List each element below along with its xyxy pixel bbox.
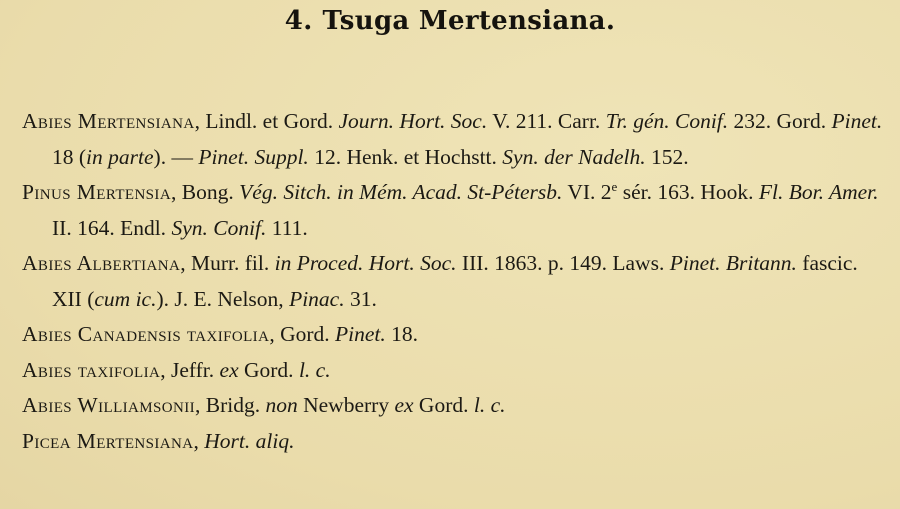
citation-text: , Murr. fil. — [180, 251, 275, 275]
citation-italic: Pinac. — [289, 286, 345, 311]
citation-text: , Lindl. et Gord. — [194, 109, 339, 133]
synonym-name: Abies Williamsonii — [22, 393, 195, 417]
citation-text: , Gord. — [269, 322, 336, 346]
citation-text: fascic. XII ( — [52, 251, 858, 311]
citation-italic: in parte — [86, 144, 154, 169]
synonym-name: Abies Albertiana — [22, 251, 181, 275]
citation-italic: Pinet. Suppl. — [198, 144, 309, 169]
citation-text: , Bridg. — [195, 393, 266, 417]
synonym-entry — [0, 424, 900, 460]
citation-text: 18 ( — [52, 144, 87, 169]
citation-italic: Pinet. Britann. — [669, 251, 797, 275]
citation-text: III. 1863. p. 149. Laws. — [456, 251, 670, 275]
citation-italic: in Proced. Hort. Soc. — [274, 251, 457, 275]
citation-text: ). J. E. Nelson, — [156, 286, 290, 311]
citation-text: 152. — [645, 144, 689, 169]
citation-italic: Pinet. — [831, 109, 883, 133]
citation-text: 12. Henk. et Hochstt. — [308, 144, 503, 169]
synonym-name: Picea Mertensiana — [22, 428, 194, 453]
synonym-name: Pinus Mertensia — [22, 180, 172, 204]
title-period: . — [605, 6, 616, 36]
citation-italic: Syn. Conif. — [171, 215, 267, 240]
citation-text: 31. — [344, 286, 377, 311]
section-title — [0, 6, 900, 36]
citation-italic: Pinet. — [335, 322, 386, 346]
citation-text: Gord. — [238, 357, 299, 382]
synonym-name: Abies taxifolia — [22, 357, 161, 382]
citation-text: 111. — [266, 215, 308, 240]
citation-text: , — [193, 428, 205, 453]
citation-text: Newberry — [297, 393, 395, 417]
citation-italic: Journ. Hort. Soc. — [338, 109, 488, 133]
species-name: Tsuga Mertensiana — [322, 6, 606, 36]
synonym-name: Abies Canadensis taxifolia — [22, 322, 270, 346]
citation-text: Gord. — [413, 393, 474, 417]
citation-text: e — [611, 178, 618, 194]
citation-italic: ex — [394, 393, 414, 417]
citation-italic: Hort. aliq. — [204, 428, 295, 453]
citation-italic: Fl. Bor. Amer. — [758, 180, 879, 204]
synonym-entry — [0, 388, 900, 424]
synonym-entry — [0, 104, 900, 175]
citation-italic: Vég. Sitch. in Mém. Acad. St-Pétersb. — [239, 180, 563, 204]
citation-text: , Bong. — [171, 180, 240, 204]
citation-text: 232. Gord. — [728, 109, 832, 133]
synonymy-list — [0, 104, 900, 459]
citation-italic: l. c. — [298, 357, 331, 382]
synonym-entry — [0, 353, 900, 389]
section-number: 4. — [284, 6, 313, 36]
synonym-name: Abies Mertensiana — [22, 109, 195, 133]
citation-text: ). — — [153, 144, 199, 169]
citation-text: II. 164. Endl. — [52, 215, 172, 240]
synonym-entry — [0, 175, 900, 246]
citation-italic: l. c. — [473, 393, 506, 417]
synonym-entry — [0, 317, 900, 353]
citation-italic: Syn. der Nadelh. — [502, 144, 646, 169]
synonym-entry — [0, 246, 900, 317]
citation-italic: non — [265, 393, 298, 417]
citation-italic: ex — [219, 357, 239, 382]
citation-text: 18. — [385, 322, 419, 346]
citation-italic: cum ic. — [94, 286, 157, 311]
citation-text: V. 211. Carr. — [487, 109, 606, 133]
citation-text: , Jeffr. — [160, 357, 220, 382]
citation-text: VI. 2 — [562, 180, 612, 204]
citation-text: sér. 163. Hook. — [617, 180, 759, 204]
citation-italic: Tr. gén. Conif. — [605, 109, 729, 133]
